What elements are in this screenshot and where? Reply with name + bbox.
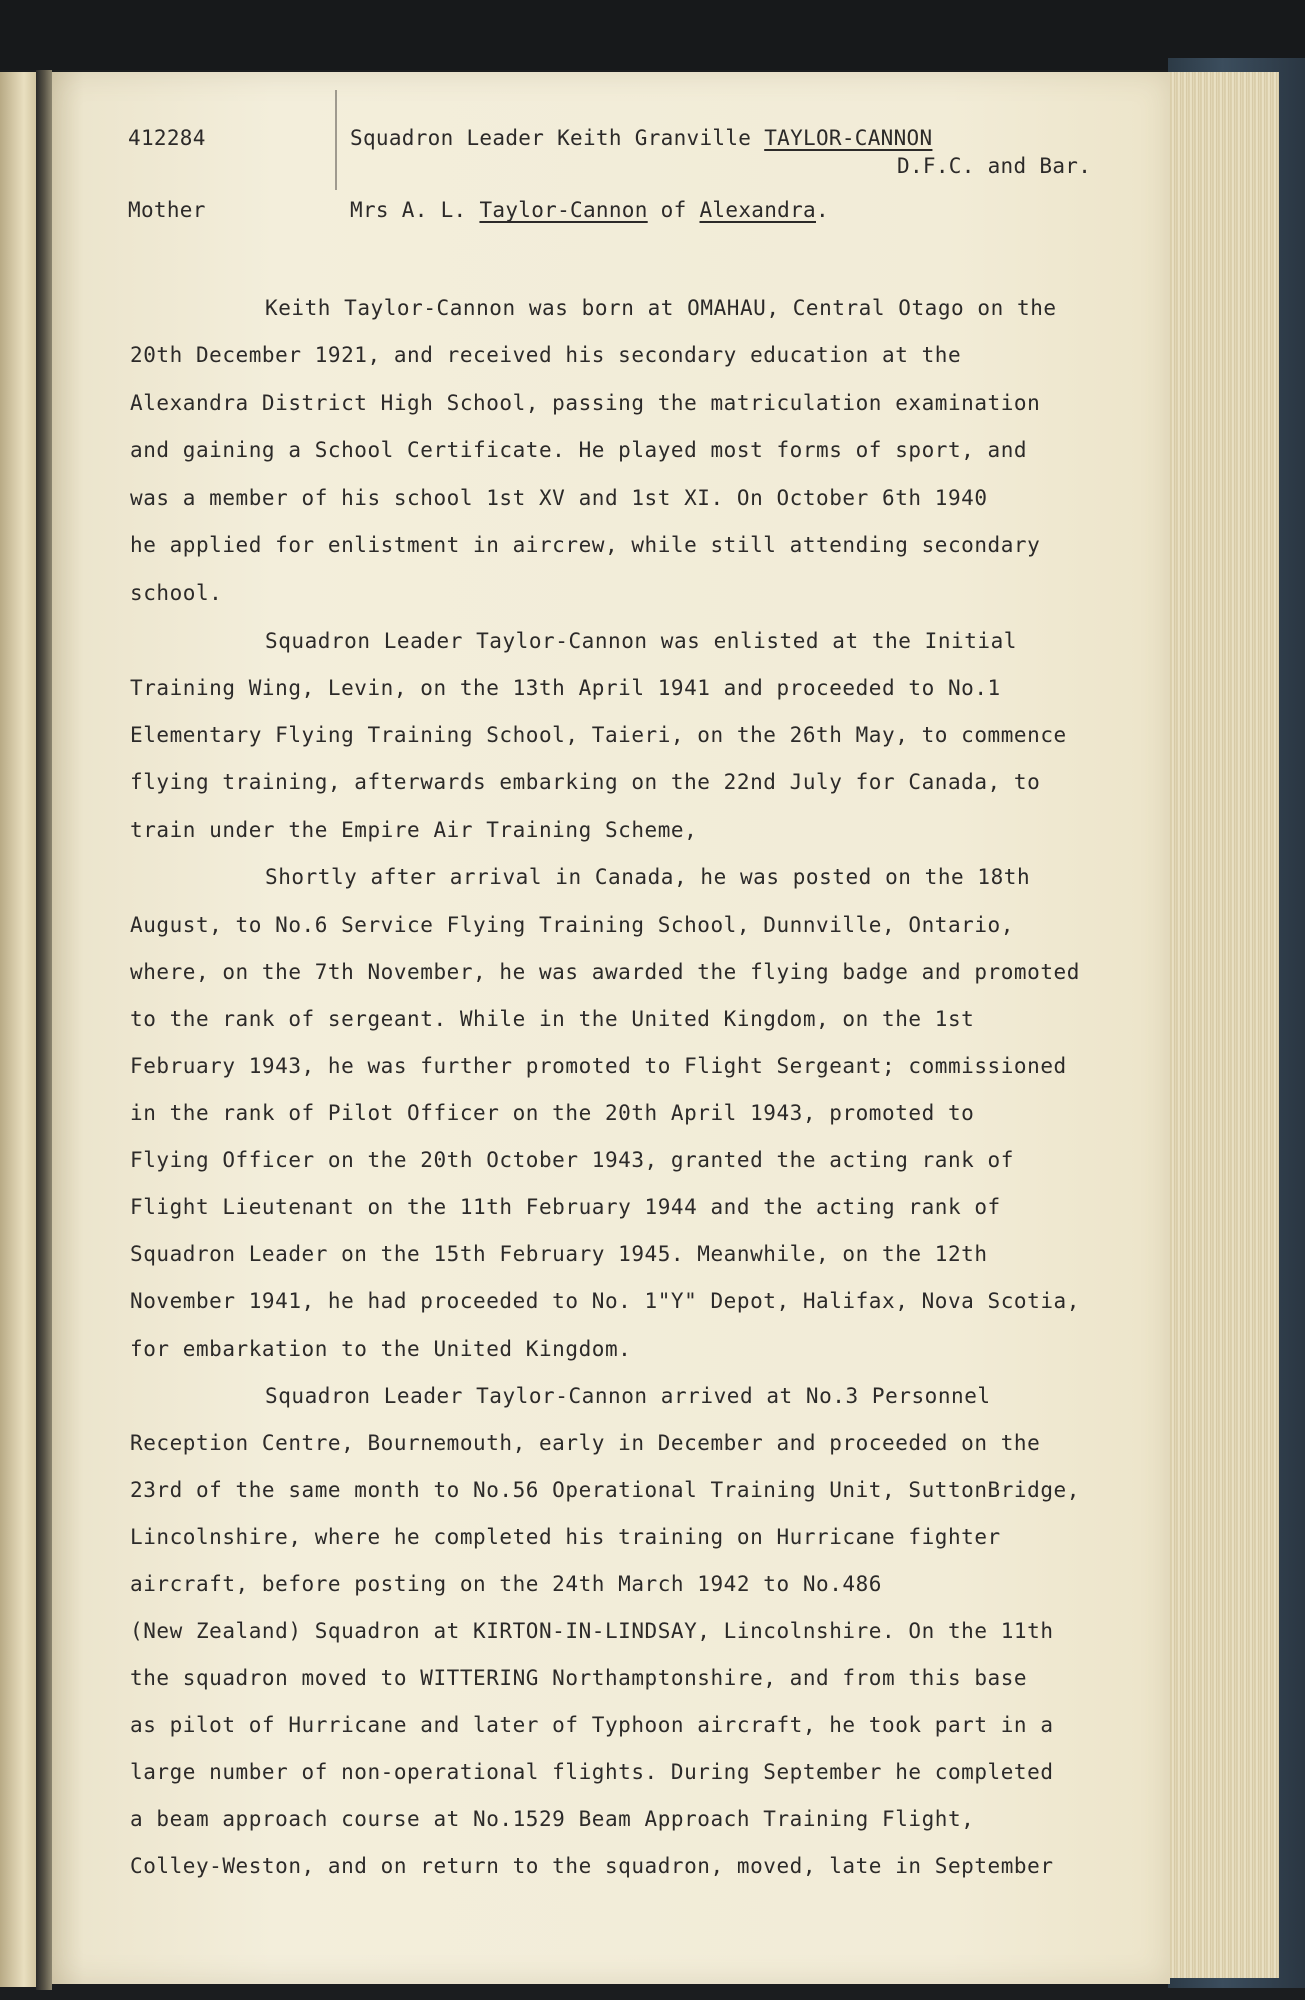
body-line: Flight Lieutenant on the 11th February 1944 and the acting rank of bbox=[130, 1195, 1001, 1219]
body-line: Training Wing, Levin, on the 13th April 1941 and proceeded to No.1 bbox=[130, 676, 1001, 700]
relation-place: Alexandra bbox=[699, 198, 816, 222]
body-line: flying training, afterwards embarking on the 22nd July for Canada, to bbox=[130, 770, 1041, 794]
body-line: 20th December 1921, and received his secondary education at the bbox=[130, 343, 962, 367]
body-line: and gaining a School Certificate. He played most forms of sport, and bbox=[130, 438, 1028, 462]
body-line: February 1943, he was further promoted to Flight Sergeant; commissioned bbox=[130, 1054, 1067, 1078]
body-line: a beam approach course at No.1529 Beam Approach Training Flight, bbox=[130, 1807, 975, 1831]
honours: D.F.C. and Bar. bbox=[897, 154, 1092, 178]
body-line: Keith Taylor-Cannon was born at OMAHAU, Central Otago on the bbox=[265, 296, 1057, 320]
body-line: Shortly after arrival in Canada, he was posted on the 18th bbox=[265, 865, 1031, 889]
relation-label: Mother bbox=[128, 198, 206, 222]
body-line: Flying Officer on the 20th October 1943, granted the acting rank of bbox=[130, 1148, 1014, 1172]
body-line: he applied for enlistment in aircrew, while still attending secondary bbox=[130, 533, 1041, 557]
body-line: where, on the 7th November, he was awarded the flying badge and promoted bbox=[130, 960, 1080, 984]
relation-detail bbox=[350, 198, 829, 222]
surname: TAYLOR-CANNON bbox=[764, 126, 933, 150]
airman-name bbox=[350, 126, 932, 150]
relation-end: . bbox=[815, 198, 829, 222]
body-line: for embarkation to the United Kingdom. bbox=[130, 1337, 632, 1361]
body-line: Elementary Flying Training School, Taieri, on the 26th May, to commence bbox=[130, 723, 1067, 747]
body-line: (New Zealand) Squadron at KIRTON-IN-LINDSAY, Lincolnshire. On the 11th bbox=[130, 1619, 1054, 1643]
relation-name: Taylor-Cannon bbox=[479, 198, 648, 222]
facing-page-edge bbox=[0, 72, 40, 1987]
body-line: was a member of his school 1st XV and 1st XI. On October 6th 1940 bbox=[130, 486, 988, 510]
pencil-margin-mark bbox=[335, 90, 337, 190]
body-line: Squadron Leader Taylor-Cannon was enlisted at the Initial bbox=[265, 629, 1018, 653]
body-line: 23rd of the same month to No.56 Operational Training Unit, SuttonBridge, bbox=[130, 1478, 1080, 1502]
body-line: in the rank of Pilot Officer on the 20th April 1943, promoted to bbox=[130, 1101, 975, 1125]
relation-of: of bbox=[647, 198, 700, 222]
body-line: train under the Empire Air Training Scheme, bbox=[130, 818, 698, 842]
body-line: Alexandra District High School, passing the matriculation examination bbox=[130, 391, 1041, 415]
body-line: school. bbox=[130, 581, 223, 605]
service-number: 412284 bbox=[128, 126, 206, 150]
body-line: Squadron Leader Taylor-Cannon arrived at No.3 Personnel bbox=[265, 1384, 991, 1408]
relation-prefix: Mrs A. L. bbox=[350, 198, 480, 222]
body-line: Lincolnshire, where he completed his training on Hurricane fighter bbox=[130, 1525, 1001, 1549]
typed-record bbox=[50, 72, 1150, 1972]
body-line: the squadron moved to WITTERING Northamptonshire, and from this base bbox=[130, 1666, 1028, 1690]
body-line: August, to No.6 Service Flying Training School, Dunnville, Ontario, bbox=[130, 913, 1014, 937]
body-line: November 1941, he had proceeded to No. 1"Y" Depot, Halifax, Nova Scotia, bbox=[130, 1289, 1080, 1313]
body-line: large number of non-operational flights. During September he completed bbox=[130, 1760, 1054, 1784]
body-line: aircraft, before posting on the 24th March 1942 to No.486 bbox=[130, 1572, 883, 1596]
body-line: Reception Centre, Bournemouth, early in December and proceeded on the bbox=[130, 1431, 1041, 1455]
body-line: to the rank of sergeant. While in the United Kingdom, on the 1st bbox=[130, 1007, 975, 1031]
body-line: Squadron Leader on the 15th February 1945. Meanwhile, on the 12th bbox=[130, 1242, 988, 1266]
body-line: as pilot of Hurricane and later of Typhoon aircraft, he took part in a bbox=[130, 1713, 1054, 1737]
name-prefix: Squadron Leader Keith Granville bbox=[350, 126, 765, 150]
binder-top-edge bbox=[0, 0, 1305, 70]
body-line: Colley-Weston, and on return to the squadron, moved, late in September bbox=[130, 1854, 1054, 1878]
